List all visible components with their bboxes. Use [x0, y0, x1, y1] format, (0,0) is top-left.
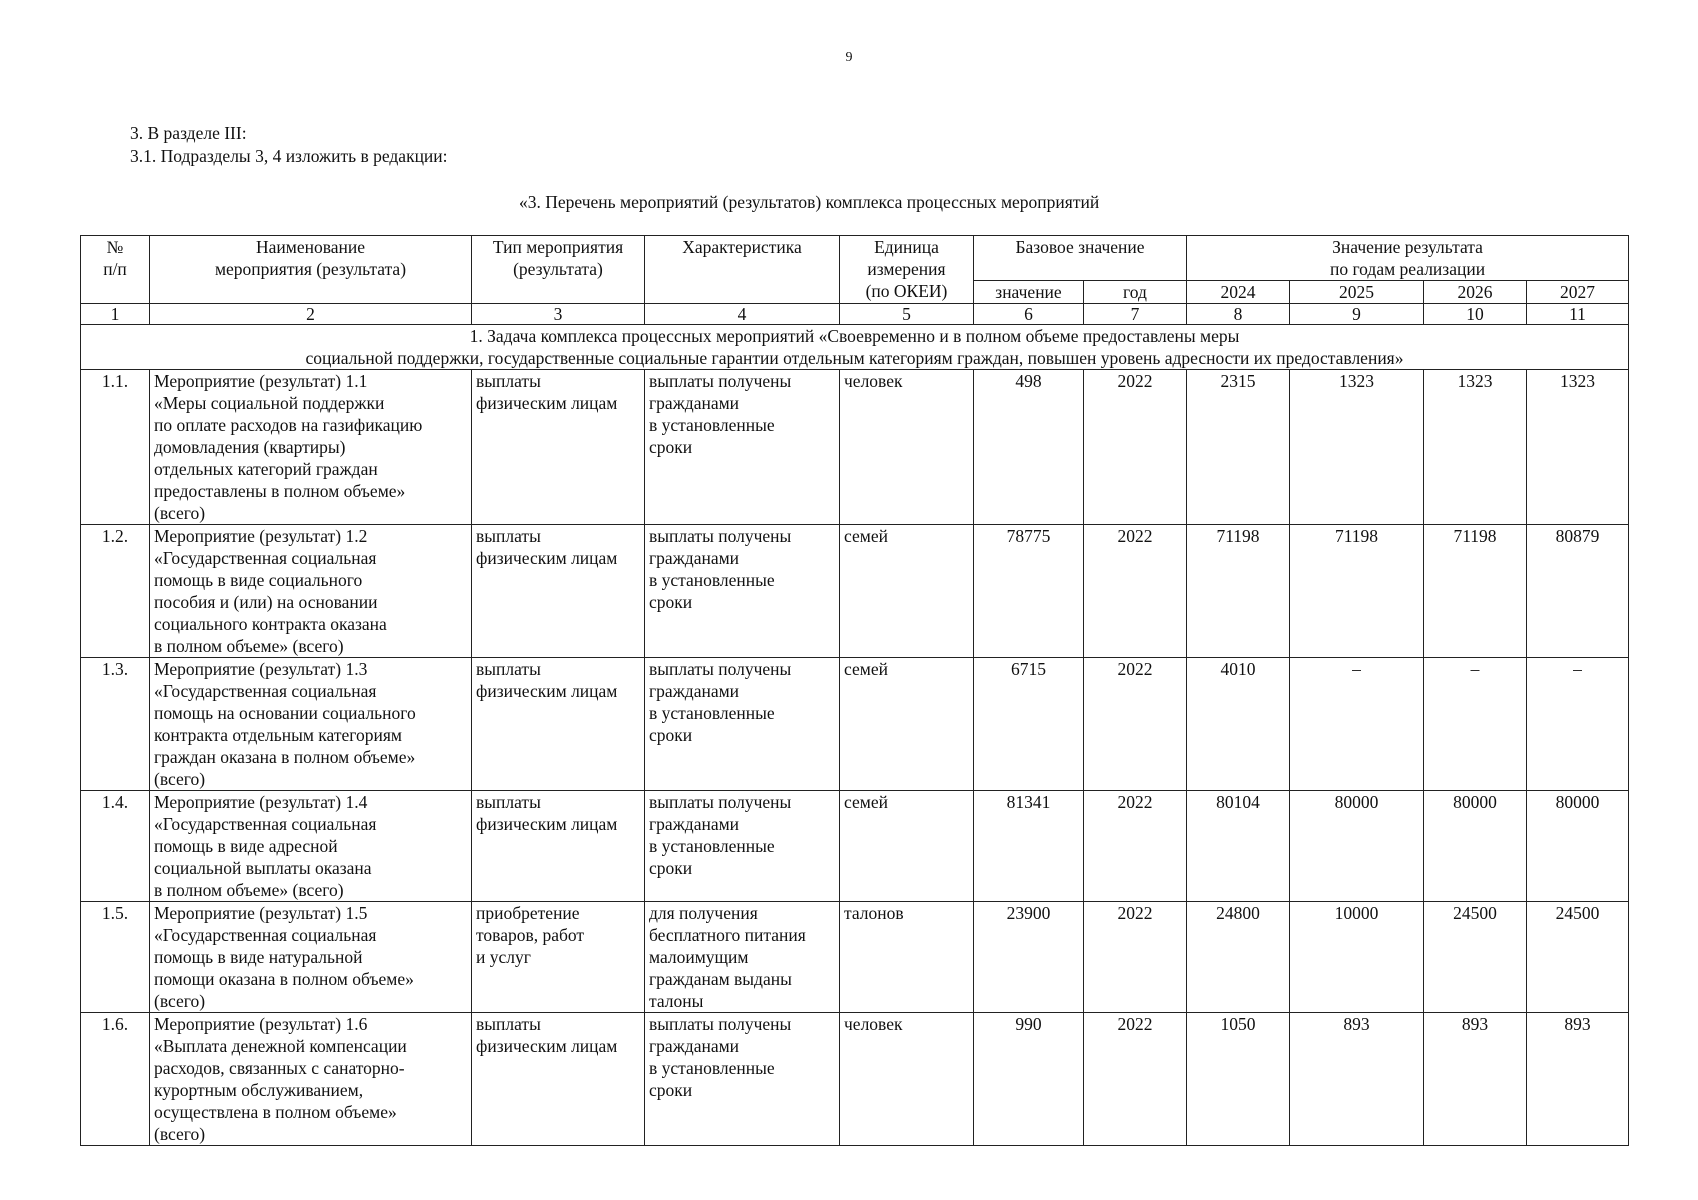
header-row-1	[81, 236, 1629, 281]
section-heading: «3. Перечень мероприятий (результатов) комплекса процессных мероприятий	[519, 192, 1100, 212]
row-name: Мероприятие (результат) 1.3 «Государственная социальная помощь на основании социального контракта отдельным категориям граждан оказана в полном объеме» (всего)	[150, 658, 472, 791]
row-base-value: 498	[974, 370, 1084, 525]
row-base-value: 990	[974, 1013, 1084, 1146]
table-row	[81, 1013, 1629, 1146]
column-number: 4	[645, 304, 840, 325]
row-value-2025: –	[1290, 658, 1424, 791]
row-value-2026: 71198	[1424, 525, 1527, 658]
row-unit: семей	[840, 525, 974, 658]
row-value-2027: 1323	[1527, 370, 1629, 525]
intro-block	[130, 122, 448, 168]
column-number: 8	[1187, 304, 1290, 325]
row-base-year: 2022	[1084, 1013, 1187, 1146]
row-unit: семей	[840, 791, 974, 902]
header-name: Наименование мероприятия (результата)	[150, 236, 472, 304]
intro-line-1: 3. В разделе III:	[130, 123, 247, 143]
row-value-2025: 1323	[1290, 370, 1424, 525]
row-type: выплаты физическим лицам	[472, 791, 645, 902]
row-value-2025: 893	[1290, 1013, 1424, 1146]
row-number: 1.5.	[81, 902, 150, 1013]
task-title: 1. Задача комплекса процессных мероприятий «Своевременно и в полном объеме предоставлены меры социальной поддержки, государственные социальные гарантии отдельным категориям граждан, повышен уровень адресности их предоставления»	[81, 325, 1629, 370]
column-number: 2	[150, 304, 472, 325]
row-value-2027: 24500	[1527, 902, 1629, 1013]
header-type: Тип мероприятия (результата)	[472, 236, 645, 304]
header-base-year: год	[1084, 281, 1187, 304]
header-year-2024: 2024	[1187, 281, 1290, 304]
row-number: 1.4.	[81, 791, 150, 902]
row-value-2026: 80000	[1424, 791, 1527, 902]
row-characteristic: выплаты получены гражданами в установленные сроки	[645, 370, 840, 525]
row-value-2027: 893	[1527, 1013, 1629, 1146]
row-characteristic: для получения бесплатного питания малоимущим гражданам выданы талоны	[645, 902, 840, 1013]
row-value-2026: 1323	[1424, 370, 1527, 525]
row-unit: человек	[840, 1013, 974, 1146]
row-base-year: 2022	[1084, 791, 1187, 902]
column-number: 9	[1290, 304, 1424, 325]
row-type: выплаты физическим лицам	[472, 1013, 645, 1146]
column-number: 5	[840, 304, 974, 325]
row-value-2024: 24800	[1187, 902, 1290, 1013]
header-year-2025: 2025	[1290, 281, 1424, 304]
row-name: Мероприятие (результат) 1.1 «Меры социальной поддержки по оплате расходов на газификацию домовладения (квартиры) отдельных категорий граждан предоставлены в полном объеме» (всего)	[150, 370, 472, 525]
measures-table	[80, 235, 1629, 1146]
header-unit: Единица измерения (по ОКЕИ)	[840, 236, 974, 304]
row-value-2026: 893	[1424, 1013, 1527, 1146]
row-value-2027: 80000	[1527, 791, 1629, 902]
header-year-2026: 2026	[1424, 281, 1527, 304]
row-unit: талонов	[840, 902, 974, 1013]
row-value-2024: 80104	[1187, 791, 1290, 902]
column-number-row	[81, 304, 1629, 325]
row-number: 1.2.	[81, 525, 150, 658]
row-base-value: 23900	[974, 902, 1084, 1013]
row-type: выплаты физическим лицам	[472, 370, 645, 525]
row-value-2027: 80879	[1527, 525, 1629, 658]
row-value-2024: 1050	[1187, 1013, 1290, 1146]
row-unit: семей	[840, 658, 974, 791]
row-base-year: 2022	[1084, 370, 1187, 525]
column-number: 11	[1527, 304, 1629, 325]
header-year-2027: 2027	[1527, 281, 1629, 304]
header-characteristic: Характеристика	[645, 236, 840, 304]
header-no: № п/п	[81, 236, 150, 304]
table-row	[81, 525, 1629, 658]
column-number: 3	[472, 304, 645, 325]
row-number: 1.1.	[81, 370, 150, 525]
row-number: 1.3.	[81, 658, 150, 791]
row-value-2026: –	[1424, 658, 1527, 791]
row-characteristic: выплаты получены гражданами в установленные сроки	[645, 525, 840, 658]
header-result: Значение результата по годам реализации	[1187, 236, 1629, 281]
row-value-2027: –	[1527, 658, 1629, 791]
intro-line-2: 3.1. Подразделы 3, 4 изложить в редакции:	[130, 146, 448, 166]
row-type: приобретение товаров, работ и услуг	[472, 902, 645, 1013]
row-base-value: 78775	[974, 525, 1084, 658]
row-value-2024: 71198	[1187, 525, 1290, 658]
row-unit: человек	[840, 370, 974, 525]
page-number: 9	[845, 50, 853, 65]
row-value-2025: 10000	[1290, 902, 1424, 1013]
column-number: 7	[1084, 304, 1187, 325]
row-characteristic: выплаты получены гражданами в установленные сроки	[645, 658, 840, 791]
header-base-value: значение	[974, 281, 1084, 304]
column-number: 10	[1424, 304, 1527, 325]
row-value-2024: 4010	[1187, 658, 1290, 791]
row-type: выплаты физическим лицам	[472, 525, 645, 658]
header-base: Базовое значение	[974, 236, 1187, 281]
row-type: выплаты физическим лицам	[472, 658, 645, 791]
task-row	[81, 325, 1629, 370]
row-characteristic: выплаты получены гражданами в установленные сроки	[645, 1013, 840, 1146]
table-row	[81, 658, 1629, 791]
column-number: 1	[81, 304, 150, 325]
table-row	[81, 791, 1629, 902]
row-base-year: 2022	[1084, 658, 1187, 791]
row-value-2025: 80000	[1290, 791, 1424, 902]
column-number: 6	[974, 304, 1084, 325]
row-name: Мероприятие (результат) 1.5 «Государственная социальная помощь в виде натуральной помощи оказана в полном объеме» (всего)	[150, 902, 472, 1013]
row-name: Мероприятие (результат) 1.2 «Государственная социальная помощь в виде социального пособия и (или) на основании социального контракта оказана в полном объеме» (всего)	[150, 525, 472, 658]
row-number: 1.6.	[81, 1013, 150, 1146]
row-base-value: 6715	[974, 658, 1084, 791]
row-name: Мероприятие (результат) 1.6 «Выплата денежной компенсации расходов, связанных с санаторно- курортным обслуживанием, осуществлена в полном объеме» (всего)	[150, 1013, 472, 1146]
row-value-2024: 2315	[1187, 370, 1290, 525]
row-base-year: 2022	[1084, 525, 1187, 658]
table-row	[81, 902, 1629, 1013]
row-characteristic: выплаты получены гражданами в установленные сроки	[645, 791, 840, 902]
row-value-2026: 24500	[1424, 902, 1527, 1013]
row-base-year: 2022	[1084, 902, 1187, 1013]
row-name: Мероприятие (результат) 1.4 «Государственная социальная помощь в виде адресной социальной выплаты оказана в полном объеме» (всего)	[150, 791, 472, 902]
row-value-2025: 71198	[1290, 525, 1424, 658]
row-base-value: 81341	[974, 791, 1084, 902]
table-row	[81, 370, 1629, 525]
